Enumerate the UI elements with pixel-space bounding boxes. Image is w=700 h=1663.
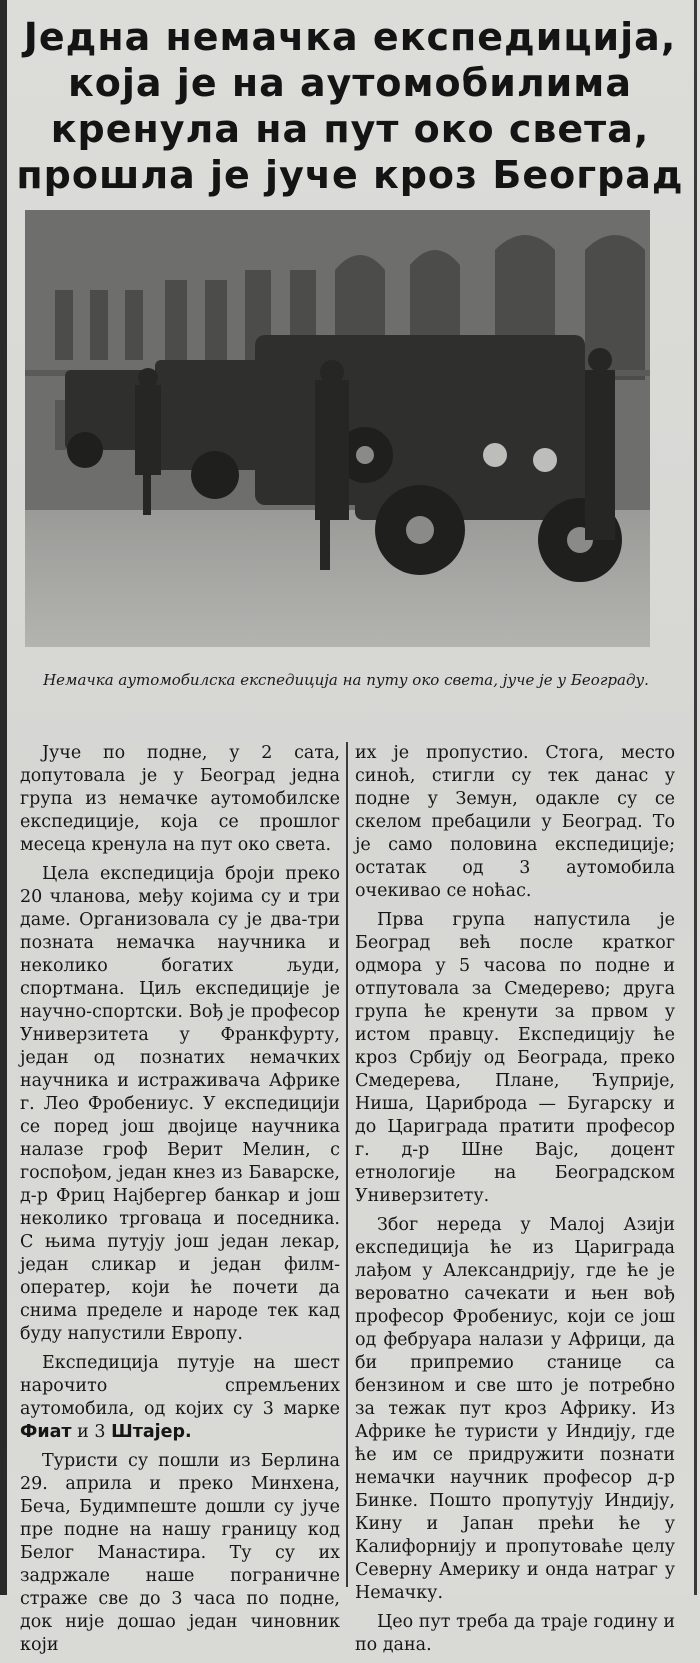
- headline-line: Једна немачка експедиција,: [23, 15, 677, 59]
- headline: [10, 14, 690, 198]
- paragraph: Туристи су пошли из Берлина 29. априла и преко Минхена, Беча, Будимпеште дошли су јуче пре подне на нашу границу код Белог Манастира. Ту су их задржале наше пограничне страже све до 3 часа по подне, док није дошао један чиновник који: [20, 1451, 340, 1655]
- paragraph: Цела експедиција броји преко 20 чланова, међу којима су и три даме. Организовала су је два-три позната немачка научника и неколико богатих људи, спортмана. Циљ експедиције је научно-спортски. Вођ је професор Универзитета у Франкфурту, један од познатих немачких научника и истраживача Африке г. Лео Фробениус. У експедицији се поред још двојице научника налазе гроф Верит Мелин, с госпођом, један кнез из Баварске, д-р Фриц Најбергер банкар и још неколико трговаца и поседника. С њима путују још један лекар, један сликар и један филм-оператер, који ће почети да снима пределе и народе тек кад буду напустили Европу.: [20, 864, 340, 1344]
- paragraph: Цео пут треба да траје годину и по дана.: [355, 1612, 675, 1655]
- paragraph: [20, 1352, 340, 1444]
- car-brand-fiat: Фиат: [20, 1422, 72, 1442]
- headline-line: која је на аутомобилима: [68, 61, 632, 105]
- paragraph: их је пропустио. Стога, место синоћ, стигли су тек данас у подне у Земун, одакле су се скелом пребацили у Београд. То је само половина експедиције; остатак од 3 аутомобила очекивао се ноћас.: [355, 743, 675, 901]
- paragraph: Због нереда у Малој Азији експедиција ће из Цариграда лађом у Александрију, где ће је вероватно сачекати и њен вођ професор Фробениус, који се још од фебруара налази у Африци, да би припремио станице са бензином и све што је потребно за тежак пут кроз Африку. Из Африке ће туристи у Индију, где ће им се придружити познати немачки научник професор д-р Бинке. Пошто пропутују Индију, Кину и Јапан прећи ће у Калифорнију и пропутоваће целу Северну Америку и онда натраг у Немачку.: [355, 1215, 675, 1603]
- headline-line: прошла је јуче кроз Београд: [16, 153, 684, 197]
- paragraph: Прва група напустила је Београд већ после кратког одмора у 5 часова по подне и отпутовала за Смедерево; друга група ће кренути за првом у истом правцу. Експедицију ће кроз Србију од Београда, преко Смедерева, Плане, Ћуприје, Ниша, Цариброда — Бугарску и до Цариграда пратити професор г. д-р Шне Вајс, доцент етнологије на Београдском Универзитету.: [355, 910, 675, 1206]
- paragraph-text: и 3: [71, 1422, 112, 1442]
- photo-caption: Немачка аутомобилска експедиција на путу око света, јуче је у Београду.: [43, 671, 649, 689]
- column-divider: [346, 742, 348, 1587]
- headline-line: кренула на пут око света,: [50, 107, 650, 151]
- expedition-photo: [25, 210, 650, 647]
- article-column-right: [355, 742, 675, 1663]
- car-brand-steyr: Штајер.: [111, 1422, 192, 1442]
- article-column-left: [20, 742, 340, 1663]
- left-column-rule: [0, 0, 7, 1595]
- right-column-rule: [694, 0, 697, 1595]
- paragraph-text: Експедиција путује на шест нарочито спремљених аутомобила, од којих су 3 марке: [20, 1353, 340, 1419]
- paragraph: Јуче по подне, у 2 сата, допутовала је у Београд једна група из немачке аутомобилске експедиције, која се прошлог месеца кренула на пут око света.: [20, 743, 340, 855]
